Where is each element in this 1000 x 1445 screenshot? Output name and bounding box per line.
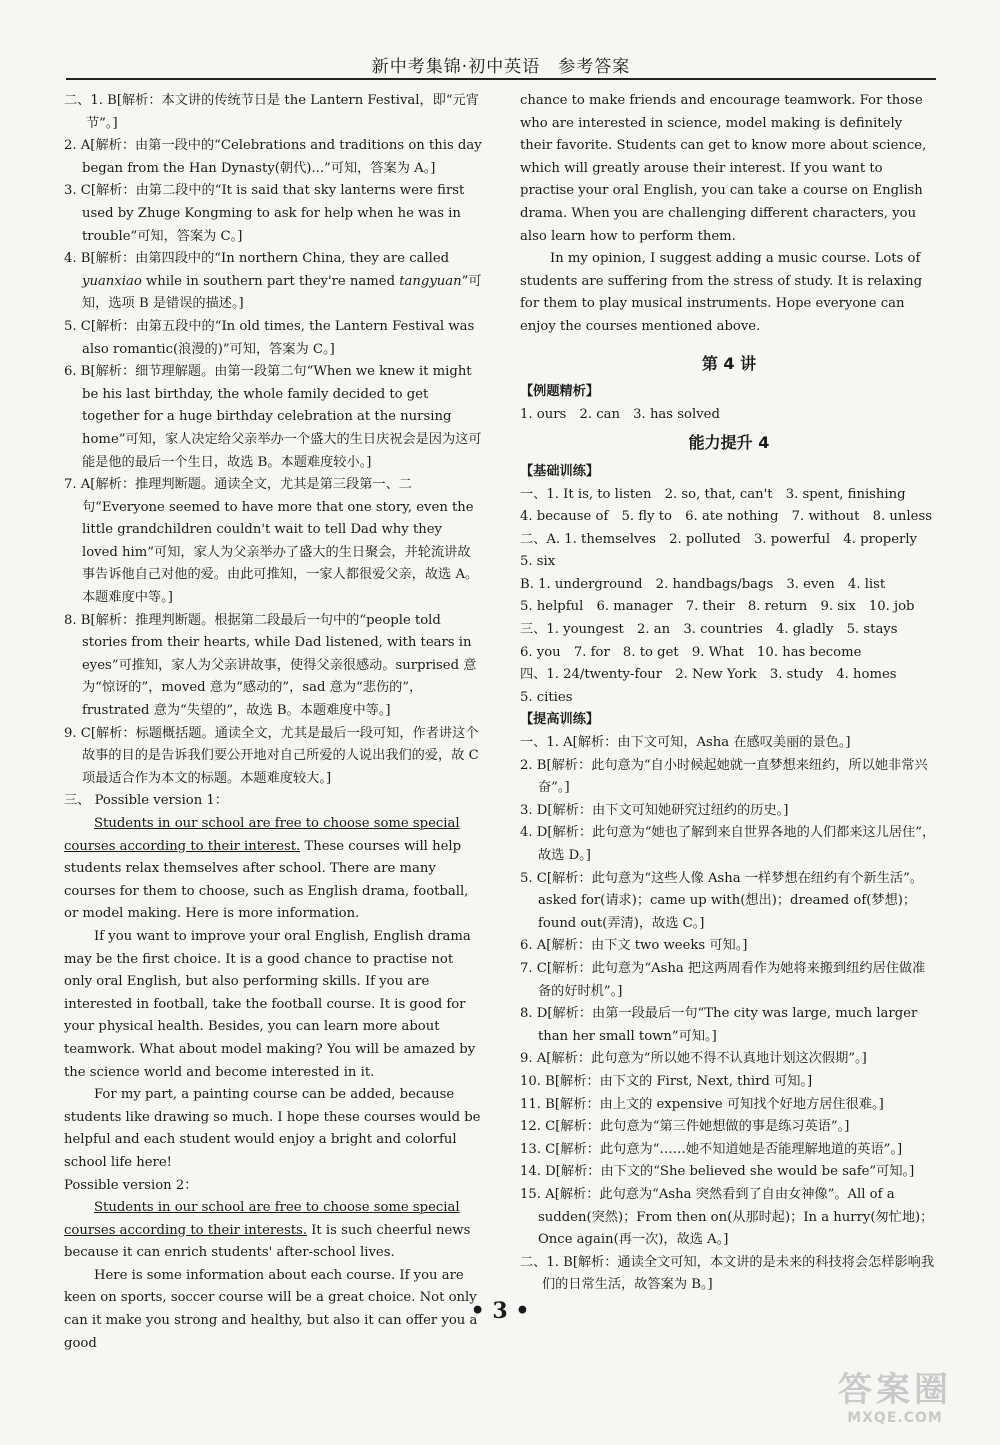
header-divider (66, 78, 936, 80)
basic-line: 4. because of 5. fly to 6. ate nothing 7. without 8. unless (520, 509, 932, 525)
basic-training-heading: 【基础训练】 (520, 463, 600, 479)
basic-line: 5. cities (520, 689, 573, 705)
answer-2-6: 6. B[解析：细节理解题。由第一段第二句“When we knew it might be his last birthday, the whole family decided to get together for a huge birthday celebration at the nursing home”可知，家人决定给父亲举办一个盛大的生日庆祝会是因为这可能是他的最后一个生日，故选 B。本题难度较小。] (64, 364, 482, 470)
answer-2-3: 3. C[解析：由第二段中的“It is said that sky lanterns were first used by Zhuge Kongming to ask for help when he was in trouble”可知，答案为 C。] (64, 183, 465, 244)
advanced-training-heading: 【提高训练】 (520, 712, 600, 728)
advanced-answer: 9. A[解析：此句意为“所以她不得不认真地计划这次假期”。] (520, 1051, 867, 1067)
answer-2-4-tangyuan: tangyuan (399, 273, 462, 289)
version1-paragraph-1-rest: These courses will help students relax themselves after school. There are many courses for them to choose, such as English drama, football, or model making. Here is more information. (64, 838, 469, 922)
advanced-answer: 13. C[解析：此句意为“……她不知道她是否能理解地道的英语”。] (520, 1141, 903, 1157)
version2-paragraph-2: Here is some information about each course. If you are keen on sports, soccer course will be a great choice. Not only can it make you strong and healthy, but also it can offer you a good (64, 1267, 478, 1351)
advanced-answer: 10. B[解析：由下文的 First, Next, third 可知。] (520, 1073, 813, 1089)
section-3-heading: 三、 Possible version 1： (64, 793, 228, 809)
answer-2-4-part: while in southern part they're named (141, 273, 400, 289)
advanced-answer: 二、1. B[解析：通读全文可知，本文讲的是未来的科技将会怎样影响我们的日常生活，故答案为 B。] (520, 1254, 935, 1293)
advanced-answer: 8. D[解析：由第一段最后一句“The city was large, much larger than her small town”可知。] (520, 1006, 918, 1044)
watermark-text: 答案圈 (838, 1370, 952, 1410)
answer-2-7: 7. A[解析：推理判断题。通读全文，尤其是第三段第一、二句“Everyone seemed to have more that one story, even the little grandchildren couldn't wait to tell Dad why they loved him”可知，家人为父亲举办了盛大的生日聚会，并轮流讲故事告诉他自己对他的爱。由此可推知，一家人都很爱父亲，故选 A。本题难度中等。] (64, 477, 479, 606)
version2-paragraph-1-rest: It is such cheerful news because it can enrich students' after-school lives. (64, 1222, 471, 1261)
basic-line: 四、1. 24/twenty-four 2. New York 3. study 4. homes (520, 667, 897, 683)
answer-2-2: 2. A[解析：由第一段中的“Celebrations and traditions on this day began from the Han Dynasty(朝代)...”可知，答案为 A。] (64, 138, 482, 176)
example-heading: 【例题精析】 (520, 384, 600, 400)
advanced-answer: 14. D[解析：由下文的“She believed she would be safe”可知。] (520, 1164, 915, 1180)
version2-paragraph-1 (64, 1197, 482, 1265)
answer-2-4-yuanxiao: yuanxiao (82, 273, 142, 289)
left-column (64, 90, 482, 1355)
basic-line: 5. helpful 6. manager 7. their 8. return 9. six 10. job (520, 599, 915, 615)
version2-heading: Possible version 2： (64, 1177, 198, 1193)
advanced-answer: 5. C[解析：此句意为“这些人像 Asha 一样梦想在纽约有个新生活”。asked for(请求)；came up with(想出)；dreamed of(梦想)；found out(弄清)，故选 C。] (520, 870, 924, 931)
answer-2-5: 5. C[解析：由第五段中的“In old times, the Lantern Festival was also romantic(浪漫的)”可知，答案为 C。] (64, 318, 475, 357)
page-number: • 3 • (470, 1298, 530, 1324)
basic-line: 6. you 7. for 8. to get 9. What 10. has become (520, 644, 862, 660)
watermark-url: MXQE.COM (847, 1410, 943, 1426)
right-column (520, 90, 938, 1297)
version1-paragraph-1 (64, 813, 482, 926)
answer-2-8: 8. B[解析：推理判断题。根据第二段最后一句中的“people told stories from their hearts, while Dad listened, with tears in eyes”可推知，家人为父亲讲故事，使得父亲很感动。surprised 意为“惊讶的”，moved 意为“感动的”，sad 意为“悲伤的”，frustrated 意为“失望的”，故选 B。本题难度中等。] (64, 612, 477, 719)
lecture-title: 第 4 讲 (701, 353, 757, 373)
watermark-logo (800, 1370, 990, 1440)
answer-2-4-part: 4. B[解析：由第四段中的“In northern China, they are called (64, 251, 450, 267)
version1-paragraph-2: If you want to improve your oral English, English drama may be the first choice. It is a good chance to practise not only oral English, but also performing skills. If you are interested in football, take the football course. It is good for your physical health. Besides, you can learn more about teamwork. What about model making? You will be amazed by the science world and become interested in it. (64, 928, 476, 1080)
answer-2-1: 二、1. B[解析：本文讲的传统节日是 the Lantern Festival，即“元宵节”。] (64, 93, 479, 131)
basic-line: 二、A. 1. themselves 2. polluted 3. powerful 4. properly (520, 531, 917, 547)
answer-2-4 (64, 248, 482, 316)
basic-line: 三、1. youngest 2. an 3. countries 4. gladly 5. stays (520, 622, 898, 638)
version1-topic-sentence: Students in our school are free to choose some special courses according to their interest. (64, 816, 460, 854)
advanced-answer: 11. B[解析：由上文的 expensive 可知找个好地方居住很难。] (520, 1096, 884, 1112)
version1-paragraph-3: For my part, a painting course can be added, because students like drawing so much. I hope these courses would be helpful and each student would enjoy a bright and colorful school life here! (64, 1087, 481, 1170)
example-answers: 1. ours 2. can 3. has solved (520, 406, 720, 422)
basic-line: B. 1. underground 2. handbags/bags 3. even 4. list (520, 576, 886, 592)
running-header: 新中考集锦·初中英语 参考答案 (371, 57, 631, 77)
advanced-answer: 一、1. A[解析：由下文可知，Asha 在感叹美丽的景色。] (520, 735, 851, 751)
advanced-answer: 12. C[解析：此句意为“第三件她想做的事是练习英语”。] (520, 1119, 850, 1135)
version2-topic-sentence: Students in our school are free to choose some special courses according to their interests. (64, 1200, 460, 1238)
answer-2-9: 9. C[解析：标题概括题。通读全文，尤其是最后一段可知，作者讲这个故事的目的是告诉我们要公开地对自己所爱的人说出我们的爱，故 C 项最适合作为本文的标题。本题难度较大。] (64, 725, 479, 786)
advanced-answer: 2. B[解析：此句意为“自小时候起她就一直梦想来纽约，所以她非常兴奋”。] (520, 757, 928, 796)
advanced-answer: 4. D[解析：此句意为“她也了解到来自世界各地的人们都来这儿居住”，故选 D。] (520, 825, 936, 863)
advanced-answer: 7. C[解析：此句意为“Asha 把这两周看作为她将来搬到纽约居住做准备的好时机”。] (520, 960, 926, 999)
answer-2-4-part: ”可知，选项 B 是错误的描述。] (82, 273, 482, 312)
version2-paragraph-2-continued: chance to make friends and encourage teamwork. For those who are interested in science, model making is definitely their favorite. Students can get to know more about science, which will greatly arouse their interest. If you want to practise your oral English, you can take a course on English drama. When you are challenging different characters, you also learn how to perform them. (520, 93, 927, 244)
advanced-answer: 15. A[解析：此句意为“Asha 突然看到了自由女神像”。All of a sudden(突然)；From then on(从那时起)；In a hurry(匆忙地)；Once again(再一次)，故选 A。] (520, 1186, 934, 1248)
advanced-answer: 6. A[解析：由下文 two weeks 可知。] (520, 938, 748, 954)
ability-title: 能力提升 4 (688, 433, 770, 453)
basic-line: 5. six (520, 554, 556, 570)
advanced-answer: 3. D[解析：由下文可知她研究过纽约的历史。] (520, 802, 789, 818)
version2-paragraph-3: In my opinion, I suggest adding a music course. Lots of students are suffering from the stress of study. It is relaxing for them to play musical instruments. Hope everyone can enjoy the courses mentioned above. (520, 251, 923, 334)
basic-line: 一、1. It is, to listen 2. so, that, can't 3. spent, finishing (520, 486, 906, 502)
